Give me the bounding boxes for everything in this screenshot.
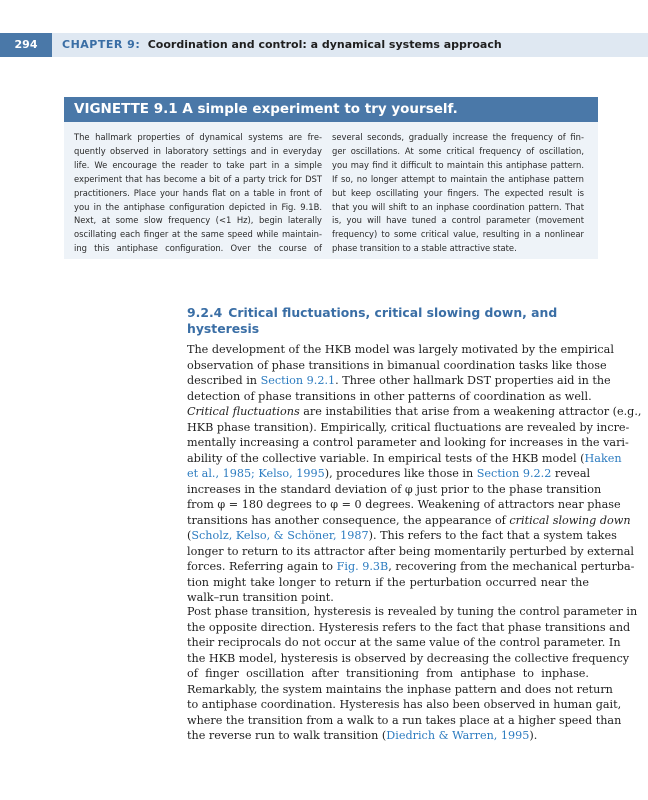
text-line: [187, 451, 622, 467]
text-run: ), procedures like those in: [324, 467, 477, 480]
vignette-line: practitioners. Place your hands flat on a table in front of: [74, 187, 322, 198]
vignette-line: oscillating each finger at the same speed while maintain-: [74, 229, 322, 240]
vignette-box: [64, 97, 598, 259]
text-run: forces. Referring again to: [187, 560, 337, 573]
vignette-line: several seconds, gradually increase the frequency of fin-: [332, 132, 584, 142]
vignette-line: ger oscillations. At some critical frequency of oscillation,: [332, 145, 584, 156]
section-link[interactable]: Section 9.2.2: [476, 467, 552, 480]
vignette-line: If so, no longer attempt to maintain the antiphase pattern: [332, 173, 584, 184]
citation-link[interactable]: Haken: [584, 451, 622, 465]
text-line: [187, 559, 635, 575]
vignette-line: that you will shift to an inphase coordination pattern. That: [332, 201, 584, 212]
text-line: mentally increasing a control parameter and looking for increases in the vari-: [187, 436, 629, 449]
page-number: 294: [0, 33, 52, 57]
text-line: [187, 373, 611, 389]
section-heading: [187, 305, 598, 337]
text-line: detection of phase transitions in other patterns of coordination as well.: [187, 389, 592, 403]
text-run: . Three other hallmark DST properties aid in the: [335, 374, 611, 387]
text-line: their reciprocals do not occur at the same value of the control parameter. In: [187, 636, 621, 649]
vignette-title-bar: [64, 97, 598, 122]
section-number: 9.2.4: [187, 305, 223, 320]
vignette-line: phase transition to a stable attractive state.: [332, 243, 517, 254]
text-run: ).: [529, 729, 538, 742]
text-line: the HKB model, hysteresis is observed by decreasing the collective frequency: [187, 651, 630, 665]
vignette-line: you may find it difficult to maintain this antiphase pattern.: [332, 159, 584, 170]
text-run: ). This refers to the fact that a system takes: [368, 529, 617, 542]
text-line: of finger oscillation after transitioning from antiphase to inphase.: [187, 667, 589, 680]
text-run: described in: [187, 374, 257, 387]
text-line: observation of phase transitions in bimanual coordination tasks like those: [187, 358, 607, 372]
vignette-right-column: [332, 131, 584, 256]
section-title-line1: Critical fluctuations, critical slowing down, and: [228, 305, 558, 320]
text-run: , recovering from the mechanical perturba-: [388, 560, 635, 573]
figure-link[interactable]: Fig. 9.3B: [336, 560, 389, 573]
text-line: [187, 528, 617, 544]
text-line: Remarkably, the system maintains the inphase pattern and does not return: [187, 682, 613, 696]
vignette-left-column: [74, 131, 322, 256]
text-line: [187, 466, 589, 482]
text-line: [187, 728, 589, 744]
text-line: increases in the standard deviation of φ just prior to the phase transition: [187, 482, 602, 496]
text-run: ability of the collective variable. In empirical tests of the HKB model (: [187, 451, 585, 465]
text-line: [187, 513, 631, 529]
citation-link[interactable]: Diedrich & Warren, 1995: [386, 729, 530, 742]
text-run: are instabilities that arise from a weakening attractor (e.g.,: [299, 405, 642, 418]
citation-link[interactable]: Scholz, Kelso, & Schöner, 1987: [191, 529, 369, 542]
text-line: The development of the HKB model was largely motivated by the empirical: [187, 343, 614, 356]
vignette-line: life. We encourage the reader to take part in a simple: [74, 159, 322, 170]
text-line: the opposite direction. Hysteresis refers to the fact that phase transitions and: [187, 620, 631, 634]
text-line: where the transition from a walk to a run takes place at a higher speed than: [187, 713, 622, 727]
text-run: (: [187, 529, 192, 542]
paragraph-1: [187, 342, 642, 606]
paragraph-2: [187, 604, 638, 744]
citation-link[interactable]: et al., 1985; Kelso, 1995: [187, 467, 325, 480]
chapter-label: CHAPTER 9:: [62, 38, 141, 51]
vignette-line: frequency) to some critical value, resulting in a nonlinear: [332, 229, 584, 240]
vignette-line: is, you will have tuned a control parameter (movement: [332, 215, 584, 226]
section-link[interactable]: Section 9.2.1: [260, 374, 336, 387]
vignette-line: ing this antiphase configuration. Over the course of: [74, 243, 322, 254]
text-line: [187, 404, 642, 420]
text-line: walk–run transition point.: [187, 591, 334, 604]
vignette-line: you in the antiphase configuration depicted in Fig. 9.1B.: [74, 201, 322, 212]
running-header: [0, 33, 648, 57]
text-run: the reverse run to walk transition (: [187, 729, 387, 742]
vignette-line: Next, at some slow frequency (<1 Hz), begin laterally: [74, 215, 322, 226]
section-title-line2: hysteresis: [187, 321, 260, 336]
vignette-title: VIGNETTE 9.1 A simple experiment to try yourself.: [74, 101, 458, 117]
text-line: to antiphase coordination. Hysteresis has also been observed in human gait,: [187, 698, 622, 711]
text-line: longer to return to its attractor after being momentarily perturbed by external: [187, 544, 635, 558]
chapter-heading: [62, 33, 502, 57]
vignette-line: The hallmark properties of dynamical systems are fre-: [74, 132, 322, 142]
text-run: transitions has another consequence, the appearance of: [187, 513, 510, 527]
term: critical slowing down: [509, 513, 631, 527]
text-line: HKB phase transition). Empirically, critical fluctuations are revealed by incre-: [187, 420, 630, 434]
vignette-line: quently observed in laboratory settings and in everyday: [74, 145, 322, 156]
vignette-line: but keep oscillating your fingers. The expected result is: [332, 187, 584, 198]
text-line: Post phase transition, hysteresis is revealed by tuning the control parameter in: [187, 605, 638, 618]
chapter-title: Coordination and control: a dynamical systems approach: [147, 38, 502, 51]
text-line: tion might take longer to return if the perturbation occurred near the: [187, 575, 589, 589]
term: Critical fluctuations: [187, 405, 300, 418]
text-run: reveal: [551, 467, 591, 480]
vignette-line: experiment that has become a bit of a party trick for DST: [74, 173, 322, 184]
text-line: from φ = 180 degrees to φ = 0 degrees. Weakening of attractors near phase: [187, 498, 621, 511]
